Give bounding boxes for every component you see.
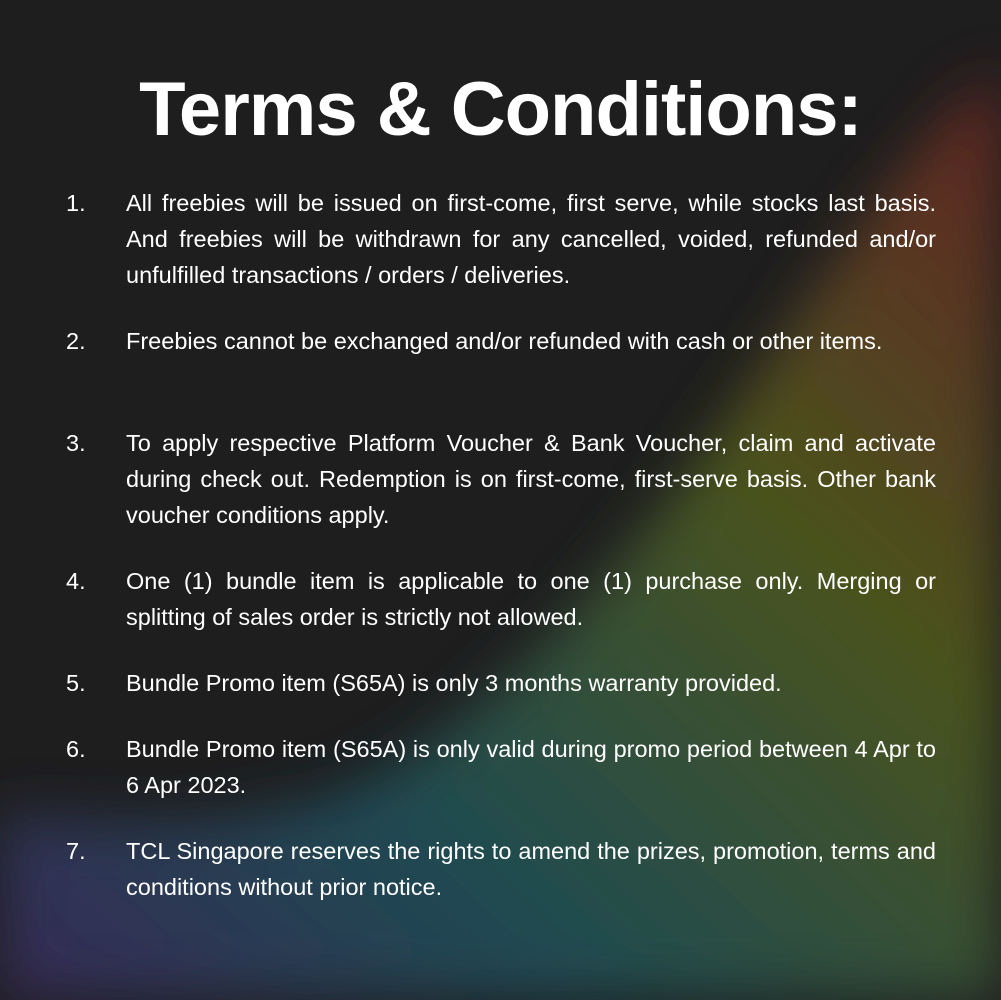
term-text: Freebies cannot be exchanged and/or refunded with cash or other items. bbox=[126, 328, 883, 354]
term-item-5 bbox=[66, 665, 936, 701]
term-text: To apply respective Platform Voucher & Bank Voucher, claim and activate during check out. Redemption is on first-come, first-serve basis. Other bank voucher conditions apply. bbox=[126, 430, 936, 528]
term-number: 1. bbox=[66, 190, 86, 216]
term-number: 5. bbox=[66, 670, 86, 696]
term-number: 3. bbox=[66, 430, 86, 456]
term-number: 7. bbox=[66, 838, 86, 864]
page-title: Terms & Conditions: bbox=[139, 67, 862, 152]
term-text: One (1) bundle item is applicable to one (1) purchase only. Merging or splitting of sales order is strictly not allowed. bbox=[126, 568, 936, 630]
term-text: Bundle Promo item (S65A) is only 3 months warranty provided. bbox=[126, 670, 782, 696]
term-item-7 bbox=[66, 833, 936, 905]
term-text: All freebies will be issued on first-come, first serve, while stocks last basis. And freebies will be withdrawn for any cancelled, voided, refunded and/or unfulfilled transactions / orders / deliveries. bbox=[126, 190, 936, 288]
term-item-2 bbox=[66, 323, 936, 359]
term-item-6 bbox=[66, 731, 936, 803]
term-text: TCL Singapore reserves the rights to amend the prizes, promotion, terms and conditions without prior notice. bbox=[126, 838, 936, 900]
term-number: 2. bbox=[66, 328, 86, 354]
term-item-3 bbox=[66, 425, 936, 533]
term-number: 4. bbox=[66, 568, 86, 594]
term-item-1 bbox=[66, 185, 936, 293]
term-number: 6. bbox=[66, 736, 86, 762]
term-item-4 bbox=[66, 563, 936, 635]
term-text: Bundle Promo item (S65A) is only valid during promo period between 4 Apr to 6 Apr 2023. bbox=[126, 736, 936, 798]
